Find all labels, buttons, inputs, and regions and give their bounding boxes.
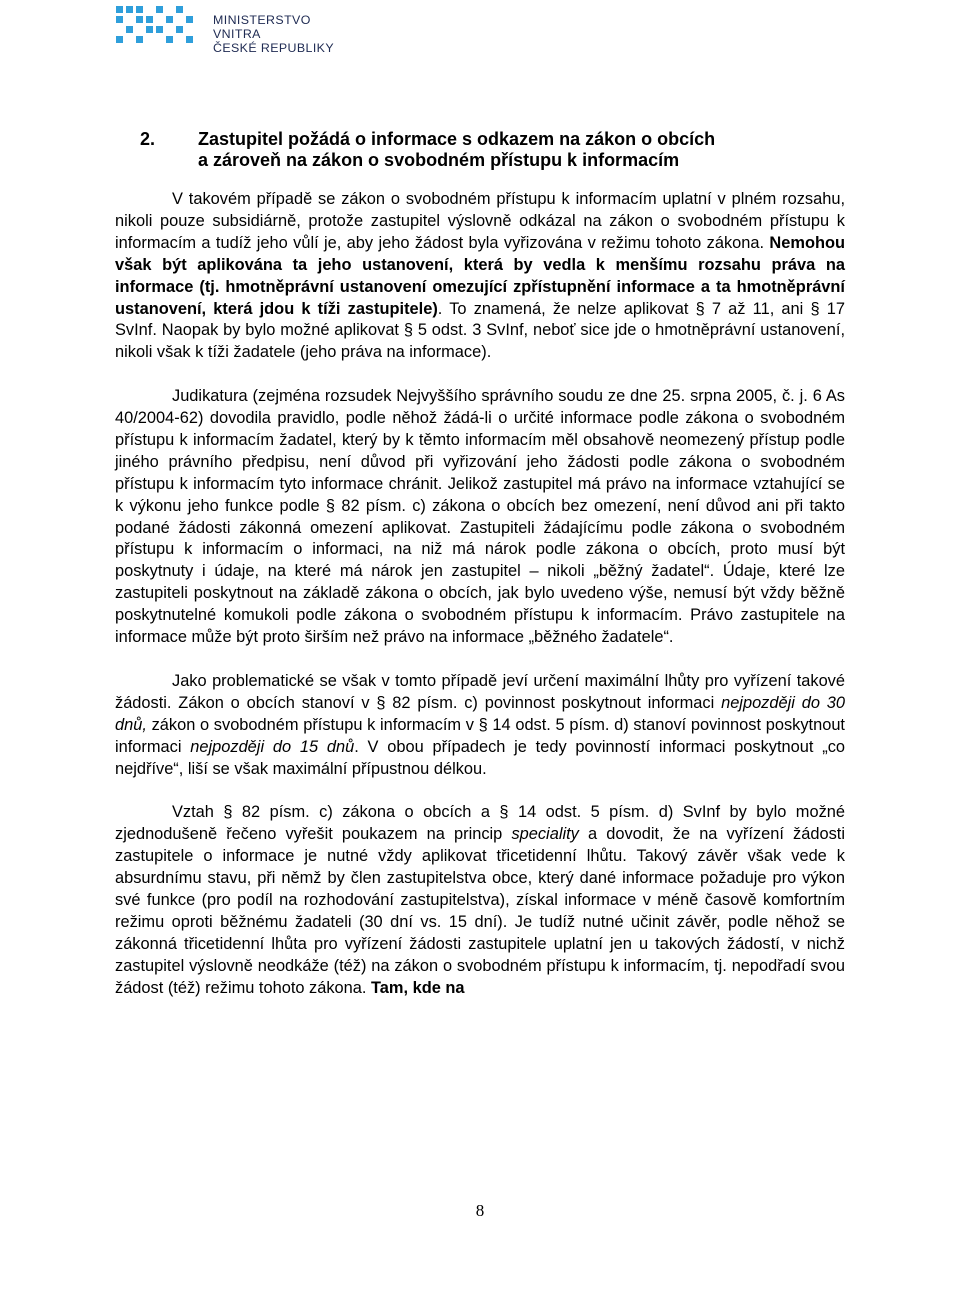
paragraph-4-part-a: Vztah § 82 písm. c) zákona o obcích a § 14 odst. 5 písm. d) SvInf by bylo možné zjednodušeně řečeno vyřešit poukazem na princip: [115, 803, 845, 844]
paragraph-1-part-c: . To znamená, že nelze aplikovat § 7 až 11, ani § 17 SvInf. Naopak by bylo možné aplikovat § 5 odst. 3 SvInf, neboť sice jde o hmotněprávní ustanovení, nikoli však k tíži žadatele (jeho práva na informace).: [115, 299, 845, 362]
logo-line-1: MINISTERSTVO VNITRA: [213, 13, 311, 41]
paragraph-1: [115, 189, 845, 364]
section-title-line-1: Zastupitel požádá o informace s odkazem na zákon o obcích: [198, 129, 716, 149]
paragraph-3-italic-1: nejpozději do 30 dnů,: [115, 693, 845, 734]
paragraph-4-bold: Tam, kde na: [371, 978, 465, 997]
ministry-logo-mark-icon: [116, 6, 200, 44]
paragraph-3-part-c: zákon o svobodném přístupu k informacím v § 14 odst. 5 písm. d) stanoví povinnost poskytnout informaci: [115, 715, 845, 756]
paragraph-3-part-e: . V obou případech je tedy povinností informaci poskytnout „co nejdříve“, liší se však maximální přípustnou délkou.: [115, 737, 846, 778]
section-heading: [115, 129, 845, 171]
page-number: 8: [475, 1201, 485, 1220]
paragraph-3-italic-2: nejpozději do 15 dnů: [190, 737, 355, 756]
ministry-logo-text: [213, 13, 356, 55]
ministry-logo: [116, 6, 356, 55]
paragraph-1-part-a: V takovém případě se zákon o svobodném přístupu k informacím uplatní v plném rozsahu, nikoli pouze subsidiárně, protože zastupitel výslovně odkázal na zákon o svobodném přístupu k informacím a tudíž jeho vůlí je, aby jeho žádost byla vyřizována v režimu tohoto zákona.: [115, 190, 845, 252]
logo-line-2: ČESKÉ REPUBLIKY: [213, 41, 335, 55]
paragraph-2: Judikatura (zejména rozsudek Nejvyššího správního soudu ze dne 25. srpna 2005, č. j. 6 As 40/2004-62) dovodila pravidlo, podle něhož žádá-li o určité informace podle zákona o svobodném přístupu k informacím žadatel, který by k těmto informacím měl obsahově neomezený přístup podle jiného právního předpisu, není důvod při vyřizování jeho žádosti podle zákona o svobodném přístupu k informacím tyto informace chránit. Jelikož zastupitel má právo na informace vztahující se k výkonu jeho funkce podle § 82 písm. c) zákona o obcích bez omezení, není důvod ani při takto podané žádosti zákonná omezení aplikovat. Zastupiteli žádajícímu podle zákona o svobodném přístupu k informacím o informaci, na niž má nárok podle zákona o obcích, proto musí být poskytnuty i údaje, na které má nárok jen zastupitel – nikoli „běžný žadatel“. Údaje, které lze zastupiteli poskytnout na základě zákona o obcích, jak bylo uvedeno výše, nemusí být vždy běžně poskytnutelné komukoli podle zákona o svobodném přístupu k informacím. Právo zastupitele na informace může být proto širším než právo na informace „běžného žadatele“.: [115, 387, 845, 647]
paragraph-4-part-c: a dovodit, že na vyřízení žádosti zastupitele o informace je nutné vždy aplikovat třicetidenní lhůtu. Takový závěr však vede k absurdnímu stavu, při němž by člen zastupitelstva obce, který dané informace požaduje pro výkon své funkce (pro podíl na rozhodování zastupitelstva), získal informace v méně časově komfortním režimu oproti běžnému žadateli (30 dní vs. 15 dní). Je tudíž nutné učinit závěr, podle něhož se zákonná třicetidenní lhůta pro vyřízení žádosti zastupitele uplatní jen u takových žádostí, v nichž zastupitel výslovně neodkáže (též) na zákon o svobodném přístupu k informacím, tj. nepodřadí svou žádost (též) režimu tohoto zákona.: [115, 825, 845, 997]
document-body: [115, 129, 845, 999]
paragraph-4-italic: speciality: [511, 825, 579, 844]
paragraph-4: [115, 802, 845, 999]
paragraph-3-part-a: Jako problematické se však v tomto případě jeví určení maximální lhůty pro vyřízení takové žádosti. Zákon o obcích stanoví v § 82 písm. c) povinnost poskytnout informaci: [115, 671, 845, 712]
section-title-line-2: a zároveň na zákon o svobodném přístupu k informacím: [198, 150, 680, 170]
section-number: 2.: [140, 129, 156, 149]
paragraph-1-bold: Nemohou však být aplikována ta jeho ustanovení, která by vedla k menšímu rozsahu práva na informace (tj. hmotněprávní ustanovení omezující zpřístupnění informace a ta hmotněprávní ustanovení, která jdou k tíži zastupitele): [115, 233, 845, 318]
paragraph-3: [115, 671, 845, 781]
